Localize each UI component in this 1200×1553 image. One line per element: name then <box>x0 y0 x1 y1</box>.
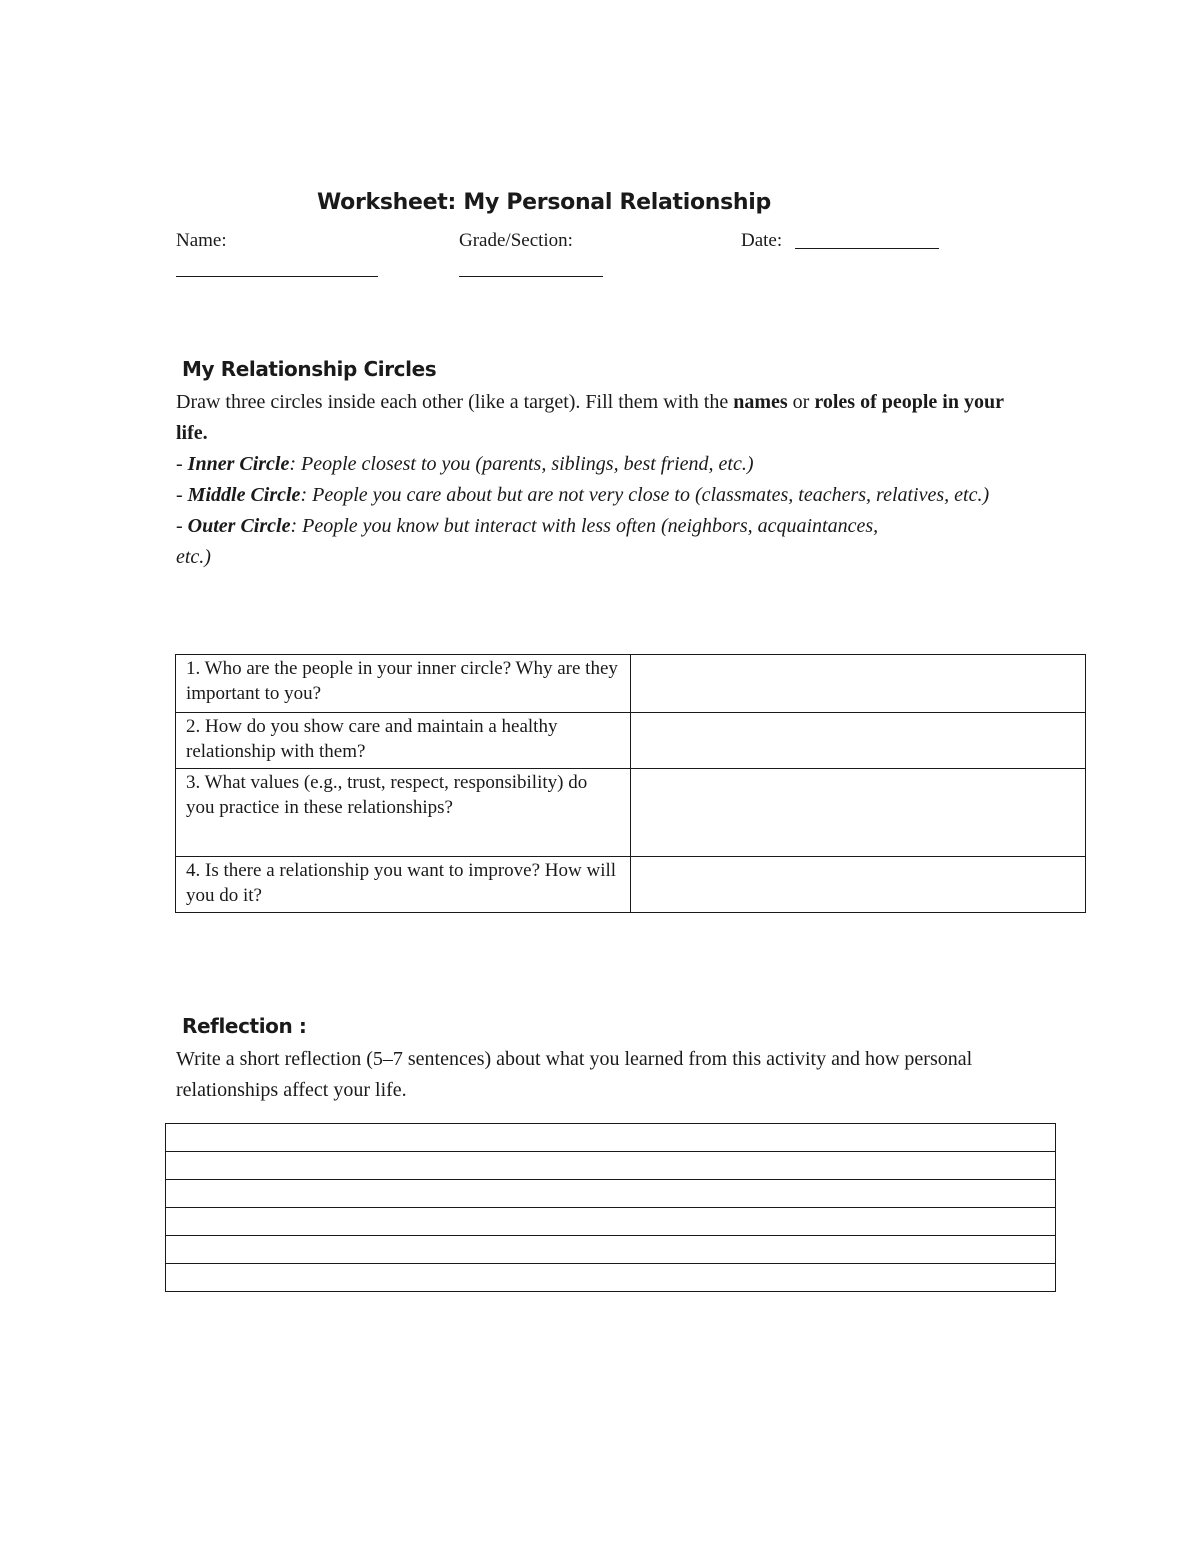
middle-circle-text: : People you care about but are not very close to (classmates, teachers, relatives, etc.) <box>300 484 990 506</box>
writing-line <box>166 1152 1056 1180</box>
table-row <box>176 857 1086 913</box>
answer-cell[interactable] <box>631 769 1086 857</box>
question-cell: 3. What values (e.g., trust, respect, responsibility) do you practice in these relationships? <box>176 769 631 857</box>
writing-line <box>166 1124 1056 1152</box>
writing-line-cell[interactable] <box>166 1124 1056 1152</box>
reflection-writing-lines <box>165 1123 1056 1292</box>
bullet-dash: - <box>176 515 188 537</box>
writing-line-cell[interactable] <box>166 1236 1056 1264</box>
question-cell: 1. Who are the people in your inner circle? Why are they important to you? <box>176 655 631 713</box>
table-row <box>176 655 1086 713</box>
writing-line <box>166 1236 1056 1264</box>
inner-circle-line <box>176 449 1036 480</box>
writing-line-cell[interactable] <box>166 1180 1056 1208</box>
writing-line <box>166 1264 1056 1292</box>
writing-line <box>166 1180 1056 1208</box>
answer-cell[interactable] <box>631 655 1086 713</box>
grade-section-label: Grade/Section: <box>459 230 573 251</box>
name-label: Name: <box>176 230 227 251</box>
circles-instructions <box>176 387 1036 573</box>
outer-circle-text: : People you know but interact with less often (neighbors, acquaintances, etc.) <box>176 515 879 568</box>
intro-emphasis-names: names <box>733 391 788 413</box>
answer-cell[interactable] <box>631 857 1086 913</box>
grade-section-field[interactable] <box>459 276 603 277</box>
table-row <box>176 769 1086 857</box>
answer-cell[interactable] <box>631 713 1086 769</box>
page-title: Worksheet: My Personal Relationship <box>317 190 771 215</box>
writing-line-cell[interactable] <box>166 1208 1056 1236</box>
circles-intro <box>176 387 1036 449</box>
intro-text: Draw three circles inside each other (like a target). Fill them with the <box>176 391 734 413</box>
circles-heading: My Relationship Circles <box>182 357 437 381</box>
writing-line-cell[interactable] <box>166 1264 1056 1292</box>
name-field[interactable] <box>176 276 378 277</box>
inner-circle-label: Inner Circle <box>187 453 290 475</box>
middle-circle-label: Middle Circle <box>187 484 301 506</box>
reflection-prompt: Write a short reflection (5–7 sentences) about what you learned from this activity and how personal relationships affect your life. <box>176 1048 973 1101</box>
bullet-dash: - <box>176 484 188 506</box>
reflection-heading: Reflection : <box>182 1014 307 1038</box>
writing-line <box>166 1208 1056 1236</box>
date-label: Date: <box>741 230 783 251</box>
question-cell: 2. How do you show care and maintain a healthy relationship with them? <box>176 713 631 769</box>
question-cell: 4. Is there a relationship you want to improve? How will you do it? <box>176 857 631 913</box>
outer-circle-label: Outer Circle <box>187 515 291 537</box>
intro-emphasis-roles: roles of people in your life. <box>176 391 1004 444</box>
bullet-dash: - <box>176 453 188 475</box>
questions-table <box>175 654 1086 913</box>
writing-line-cell[interactable] <box>166 1152 1056 1180</box>
middle-circle-line <box>176 480 1036 511</box>
outer-circle-line <box>176 511 896 573</box>
table-row <box>176 713 1086 769</box>
intro-text-or: or <box>787 391 815 413</box>
inner-circle-text: : People closest to you (parents, siblings, best friend, etc.) <box>289 453 754 475</box>
date-field[interactable] <box>795 248 939 249</box>
